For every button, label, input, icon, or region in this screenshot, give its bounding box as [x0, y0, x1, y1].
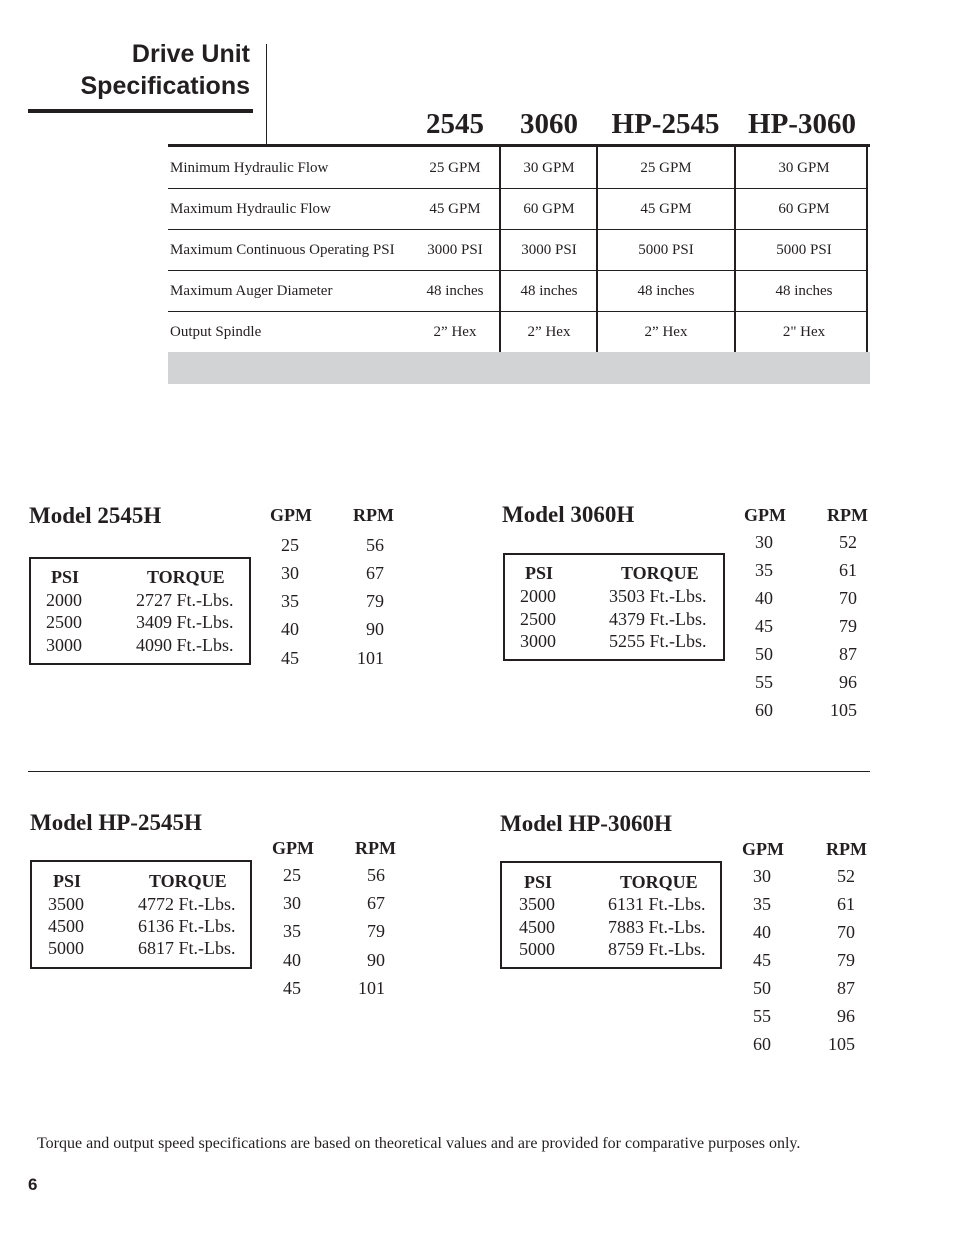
cell-value: 3000 PSI	[427, 242, 483, 258]
cell-value: 5000 PSI	[638, 242, 694, 258]
gpm-value: 35	[281, 591, 299, 611]
gpm-value: 30	[283, 893, 301, 913]
gpm-value: 25	[283, 865, 301, 885]
cell-value: 60 GPM	[523, 201, 575, 217]
rpm-value: 70	[839, 588, 857, 608]
torque-header: TORQUE	[620, 872, 698, 892]
page-number: 6	[28, 1175, 38, 1194]
cell-value: 30 GPM	[778, 160, 830, 176]
cell-value: 48 inches	[426, 283, 484, 299]
table-row	[168, 148, 868, 189]
gpm-header: GPM	[270, 505, 312, 525]
gpm-value: 45	[283, 978, 301, 998]
gpm-header: GPM	[742, 839, 784, 859]
page-title	[30, 38, 250, 102]
rpm-value: 87	[837, 978, 855, 998]
spec-table-footer-band	[168, 352, 870, 384]
psi-header: PSI	[53, 871, 82, 891]
rpm-header: RPM	[826, 839, 867, 859]
psi-value: 3500	[519, 894, 555, 914]
rpm-value: 96	[839, 672, 857, 692]
model-title: Model HP-2545H	[30, 810, 202, 835]
gpm-value: 45	[755, 616, 773, 636]
psi-value: 2000	[520, 586, 556, 606]
gpm-value: 30	[753, 866, 771, 886]
gpm-value: 30	[755, 532, 773, 552]
gpm-value: 30	[281, 563, 299, 583]
cell-value: 5000 PSI	[776, 242, 832, 258]
psi-value: 2000	[46, 590, 82, 610]
rpm-value: 105	[830, 700, 857, 720]
torque-value: 2727 Ft.-Lbs.	[136, 590, 234, 610]
torque-header: TORQUE	[149, 871, 227, 891]
cell-value: 3000 PSI	[521, 242, 577, 258]
gpm-value: 60	[753, 1034, 771, 1054]
cell-value: 48 inches	[520, 283, 578, 299]
psi-value: 3000	[520, 631, 556, 651]
psi-header: PSI	[525, 563, 554, 583]
cell-value: 60 GPM	[778, 201, 830, 217]
torque-value: 7883 Ft.-Lbs.	[608, 917, 706, 937]
torque-value: 4090 Ft.-Lbs.	[136, 635, 234, 655]
rpm-value: 79	[366, 591, 384, 611]
torque-value: 8759 Ft.-Lbs.	[608, 939, 706, 959]
rpm-value: 96	[837, 1006, 855, 1026]
gpm-value: 40	[753, 922, 771, 942]
gpm-value: 60	[755, 700, 773, 720]
model-header-2545: 2545	[426, 108, 484, 140]
psi-value: 5000	[48, 938, 84, 958]
rpm-value: 87	[839, 644, 857, 664]
page-title-line1: Drive Unit	[131, 40, 250, 68]
psi-header: PSI	[51, 567, 80, 587]
model-title: Model HP-3060H	[500, 811, 672, 836]
cell-value: 45 GPM	[429, 201, 481, 217]
rpm-value: 67	[367, 893, 385, 913]
cell-value: 25 GPM	[429, 160, 481, 176]
cell-value: 25 GPM	[640, 160, 692, 176]
column-divider	[499, 147, 501, 352]
rpm-value: 67	[366, 563, 384, 583]
rpm-header: RPM	[353, 505, 394, 525]
row-label: Maximum Hydraulic Flow	[170, 201, 331, 217]
gpm-value: 50	[753, 978, 771, 998]
psi-value: 3500	[48, 894, 84, 914]
rpm-value: 56	[367, 865, 385, 885]
rpm-value: 101	[357, 648, 384, 668]
torque-header: TORQUE	[621, 563, 699, 583]
table-row	[168, 312, 868, 352]
rpm-value: 90	[367, 950, 385, 970]
cell-value: 2” Hex	[527, 324, 571, 340]
footnote: Torque and output speed specifications are based on theoretical values and are provided for comparative purposes only.	[37, 1135, 801, 1152]
gpm-value: 35	[283, 921, 301, 941]
model-header-hp-2545: HP-2545	[611, 108, 720, 140]
torque-value: 4772 Ft.-Lbs.	[138, 894, 236, 914]
psi-torque-box	[30, 860, 252, 969]
rpm-header: RPM	[355, 838, 396, 858]
rpm-value: 79	[837, 950, 855, 970]
gpm-value: 55	[753, 1006, 771, 1026]
gpm-header: GPM	[744, 505, 786, 525]
gpm-value: 35	[755, 560, 773, 580]
row-label: Maximum Auger Diameter	[170, 283, 333, 299]
cell-value: 2” Hex	[433, 324, 477, 340]
table-row	[168, 189, 868, 230]
rpm-value: 56	[366, 535, 384, 555]
cell-value: 48 inches	[637, 283, 695, 299]
cell-value: 45 GPM	[640, 201, 692, 217]
gpm-value: 40	[755, 588, 773, 608]
model-header-hp-3060: HP-3060	[748, 108, 856, 140]
torque-value: 4379 Ft.-Lbs.	[609, 609, 707, 629]
torque-value: 5255 Ft.-Lbs.	[609, 631, 707, 651]
model-header-3060: 3060	[520, 108, 578, 140]
psi-value: 3000	[46, 635, 82, 655]
column-divider	[596, 147, 598, 352]
section-divider	[28, 771, 870, 772]
rpm-value: 79	[367, 921, 385, 941]
gpm-header: GPM	[272, 838, 314, 858]
psi-header: PSI	[524, 872, 553, 892]
torque-header: TORQUE	[147, 567, 225, 587]
psi-torque-box	[500, 861, 722, 969]
gpm-value: 55	[755, 672, 773, 692]
rpm-value: 101	[358, 978, 385, 998]
psi-value: 4500	[519, 917, 555, 937]
rpm-value: 61	[839, 560, 857, 580]
psi-value: 4500	[48, 916, 84, 936]
torque-value: 6131 Ft.-Lbs.	[608, 894, 706, 914]
gpm-value: 50	[755, 644, 773, 664]
rpm-value: 52	[837, 866, 855, 886]
table-row	[168, 271, 868, 312]
row-label: Output Spindle	[170, 324, 262, 340]
rpm-value: 79	[839, 616, 857, 636]
gpm-value: 40	[283, 950, 301, 970]
column-divider	[734, 147, 736, 352]
psi-value: 5000	[519, 939, 555, 959]
table-row	[168, 230, 868, 271]
gpm-value: 35	[753, 894, 771, 914]
cell-value: 48 inches	[775, 283, 833, 299]
title-underline	[28, 109, 253, 113]
psi-torque-box	[29, 557, 251, 665]
spec-table-top-rule	[168, 144, 870, 147]
rpm-value: 52	[839, 532, 857, 552]
torque-value: 3409 Ft.-Lbs.	[136, 612, 234, 632]
header-divider	[266, 44, 267, 144]
gpm-value: 45	[753, 950, 771, 970]
gpm-value: 45	[281, 648, 299, 668]
model-title: Model 3060H	[502, 502, 635, 527]
cell-value: 2" Hex	[782, 324, 826, 340]
rpm-value: 105	[828, 1034, 855, 1054]
cell-value: 30 GPM	[523, 160, 575, 176]
cell-value: 2” Hex	[644, 324, 688, 340]
model-title: Model 2545H	[29, 503, 162, 528]
torque-value: 6136 Ft.-Lbs.	[138, 916, 236, 936]
column-divider	[866, 147, 868, 352]
row-label: Maximum Continuous Operating PSI	[170, 242, 395, 258]
rpm-value: 90	[366, 619, 384, 639]
psi-value: 2500	[46, 612, 82, 632]
torque-value: 3503 Ft.-Lbs.	[609, 586, 707, 606]
rpm-header: RPM	[827, 505, 868, 525]
page-title-line2: Specifications	[80, 72, 250, 100]
gpm-value: 40	[281, 619, 299, 639]
psi-value: 2500	[520, 609, 556, 629]
rpm-value: 70	[837, 922, 855, 942]
rpm-value: 61	[837, 894, 855, 914]
psi-torque-box	[503, 553, 725, 661]
row-label: Minimum Hydraulic Flow	[170, 160, 329, 176]
gpm-value: 25	[281, 535, 299, 555]
torque-value: 6817 Ft.-Lbs.	[138, 938, 236, 958]
